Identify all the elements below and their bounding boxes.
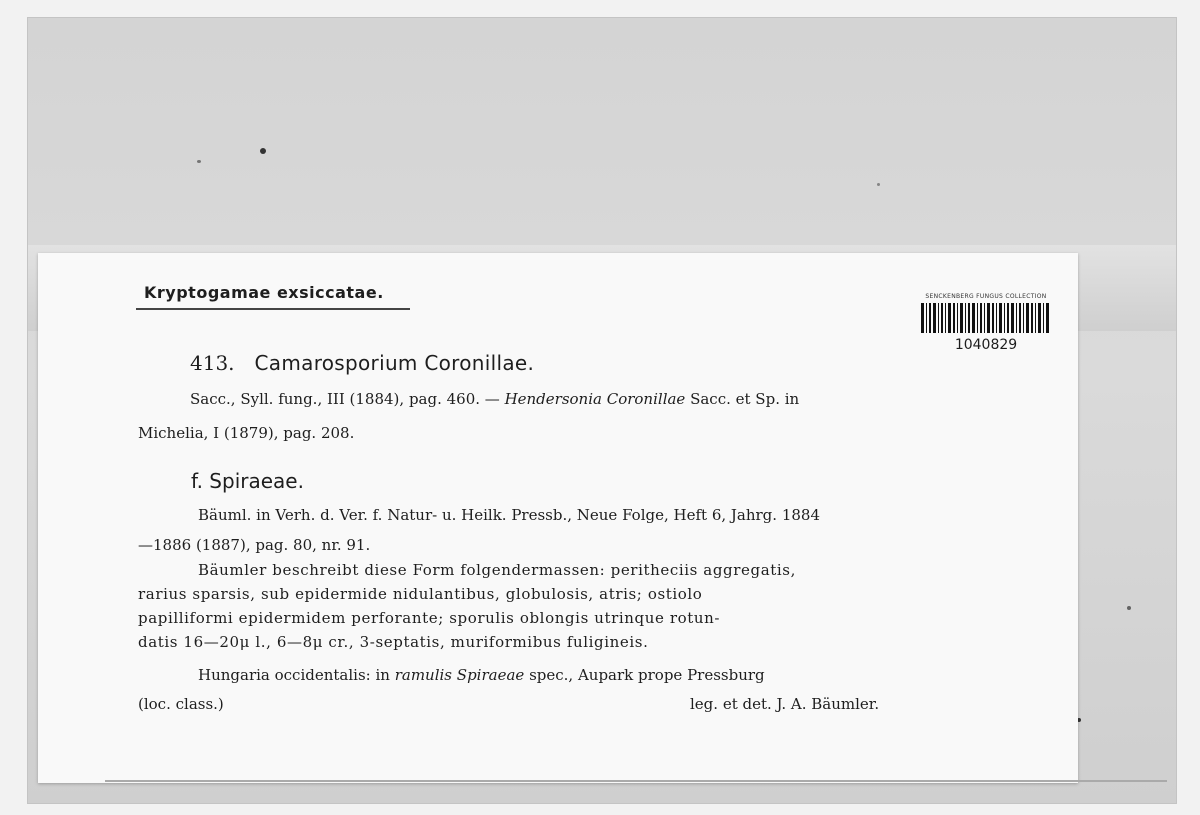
reference-synonym: Hendersonia Coronillae: [504, 390, 686, 408]
locality-line-1: [198, 666, 765, 684]
barcode-number: 1040829: [954, 337, 1018, 353]
description: [138, 558, 962, 654]
species-number: 413.: [190, 351, 235, 375]
series-title: Kryptogamae exsiccatae.: [144, 283, 384, 302]
locality-substrate: ramulis: [394, 666, 453, 684]
description-line: datis 16—20μ l., 6—8μ cr., 3-septatis, muriformibus fuligineis.: [138, 633, 649, 651]
barcode-block: [918, 293, 1054, 353]
reference-line-2: Michelia, I (1879), pag. 208.: [138, 424, 355, 442]
description-line: Bäumler beschreibt diese Form folgendermassen: peritheciis aggregatis,: [198, 561, 796, 579]
reference-text-1: Sacc., Syll. fung., III (1884), pag. 460. —: [190, 390, 505, 408]
locality-region: Hungaria occidentalis:: [198, 666, 371, 684]
locality-text: in: [370, 666, 395, 684]
reference-line-1: [190, 390, 799, 408]
bottom-edge-line: [105, 780, 1167, 782]
locality-text: spec., Aupark prope Pressburg: [524, 666, 765, 684]
barcode-bars: [921, 303, 1051, 333]
species-heading: [190, 351, 534, 375]
forma-reference-line-2: —1886 (1887), pag. 80, nr. 91.: [138, 536, 371, 554]
barcode-caption: SENCKENBERG FUNGUS COLLECTION: [925, 293, 1047, 300]
collector-line: leg. et det. J. A. Bäumler.: [690, 695, 880, 713]
locality-note: (loc. class.): [138, 695, 224, 713]
reference-text-2: Sacc. et Sp. in: [685, 390, 800, 408]
series-title-underline: [136, 308, 410, 310]
locality-host: Spiraeae: [456, 666, 525, 684]
description-line: rarius sparsis, sub epidermide nidulantibus, globulosis, atris; ostiolo: [138, 585, 703, 603]
description-line: papilliformi epidermidem perforante; sporulis oblongis utrinque rotun-: [138, 609, 721, 627]
specimen-label: [38, 253, 1078, 783]
forma-reference-line-1: Bäuml. in Verh. d. Ver. f. Natur- u. Heilk. Pressb., Neue Folge, Heft 6, Jahrg. 1884: [198, 506, 820, 524]
species-name: Camarosporium Coronillae.: [254, 351, 535, 375]
forma-heading: f. Spiraeae.: [191, 469, 304, 493]
